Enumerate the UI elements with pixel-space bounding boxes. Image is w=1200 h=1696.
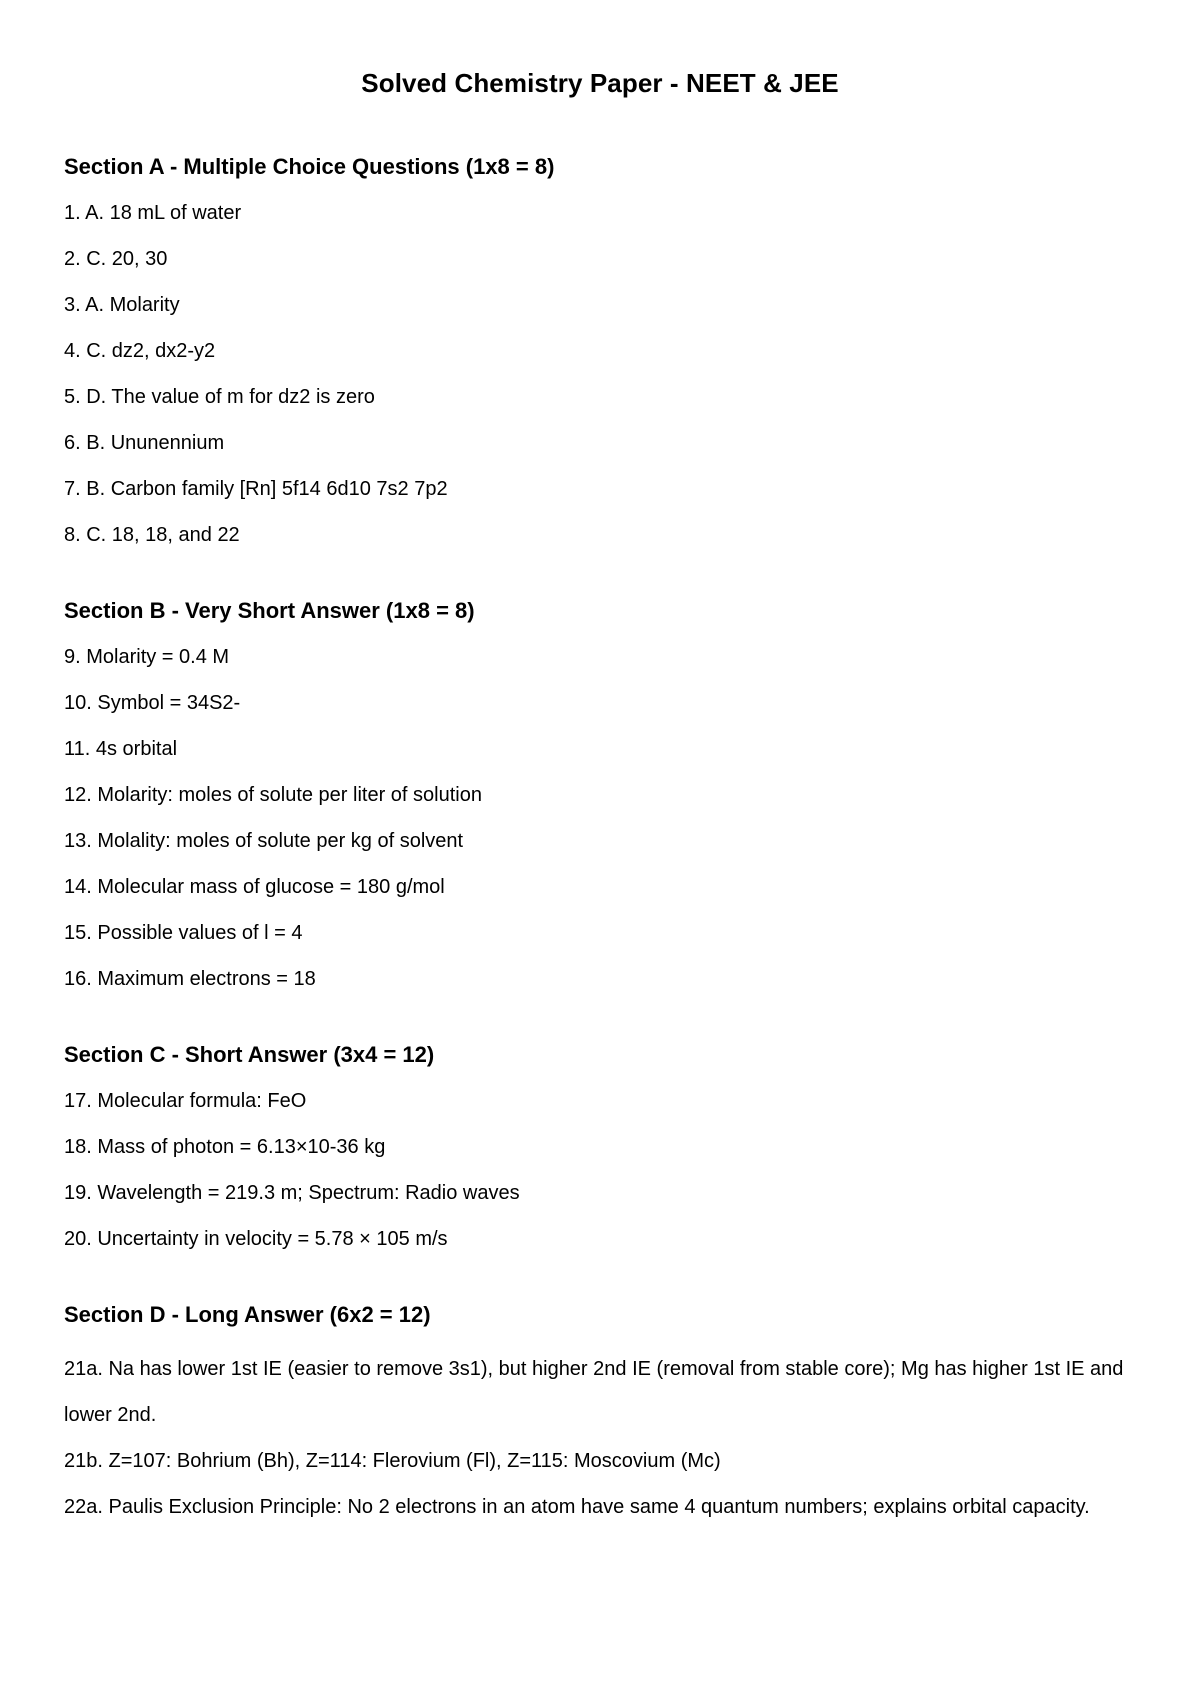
answer-item: 19. Wavelength = 219.3 m; Spectrum: Radio waves [64,1182,520,1204]
section-b-heading: Section B - Very Short Answer (1x8 = 8) [64,598,475,623]
answer-item: 1. A. 18 mL of water [64,202,242,224]
section-c [64,1040,1154,1254]
section-a [64,152,1154,550]
answer-item: 22a. Paulis Exclusion Principle: No 2 electrons in an atom have same 4 quantum numbers; explains orbital capacity. [64,1496,1090,1518]
answer-item: 15. Possible values of l = 4 [64,922,303,944]
section-c-heading: Section C - Short Answer (3x4 = 12) [64,1042,435,1067]
answer-item: 4. C. dz2, dx2-y2 [64,340,216,362]
answer-item: 20. Uncertainty in velocity = 5.78 × 105 m/s [64,1228,448,1250]
page-title: Solved Chemistry Paper - NEET & JEE [361,68,839,98]
answer-item: 10. Symbol = 34S2- [64,692,241,714]
answer-item: 14. Molecular mass of glucose = 180 g/mol [64,876,445,898]
answer-item: 2. C. 20, 30 [64,248,168,270]
section-a-heading: Section A - Multiple Choice Questions (1x8 = 8) [64,154,555,179]
document-body [64,152,1154,1576]
section-d-heading: Section D - Long Answer (6x2 = 12) [64,1302,431,1327]
answer-item: 17. Molecular formula: FeO [64,1090,307,1112]
answer-item: 3. A. Molarity [64,294,180,316]
section-b [64,596,1154,994]
answer-item: 11. 4s orbital [64,738,178,760]
answer-item: 18. Mass of photon = 6.13×10-36 kg [64,1136,386,1158]
answer-item: 6. B. Ununennium [64,432,225,454]
answer-item: 12. Molarity: moles of solute per liter of solution [64,784,482,806]
answer-item: 7. B. Carbon family [Rn] 5f14 6d10 7s2 7p2 [64,478,448,500]
answer-item: 21b. Z=107: Bohrium (Bh), Z=114: Flerovium (Fl), Z=115: Moscovium (Mc) [64,1450,721,1472]
section-d [64,1300,1154,1530]
answer-item: 5. D. The value of m for dz2 is zero [64,386,375,408]
answer-item: 13. Molality: moles of solute per kg of solvent [64,830,464,852]
answer-item: 9. Molarity = 0.4 M [64,646,230,668]
answer-item: 8. C. 18, 18, and 22 [64,524,240,546]
answer-item: 16. Maximum electrons = 18 [64,968,316,990]
answer-item: 21a. Na has lower 1st IE (easier to remove 3s1), but higher 2nd IE (removal from stable core); Mg has higher 1st IE and lower 2nd. [64,1358,1124,1426]
